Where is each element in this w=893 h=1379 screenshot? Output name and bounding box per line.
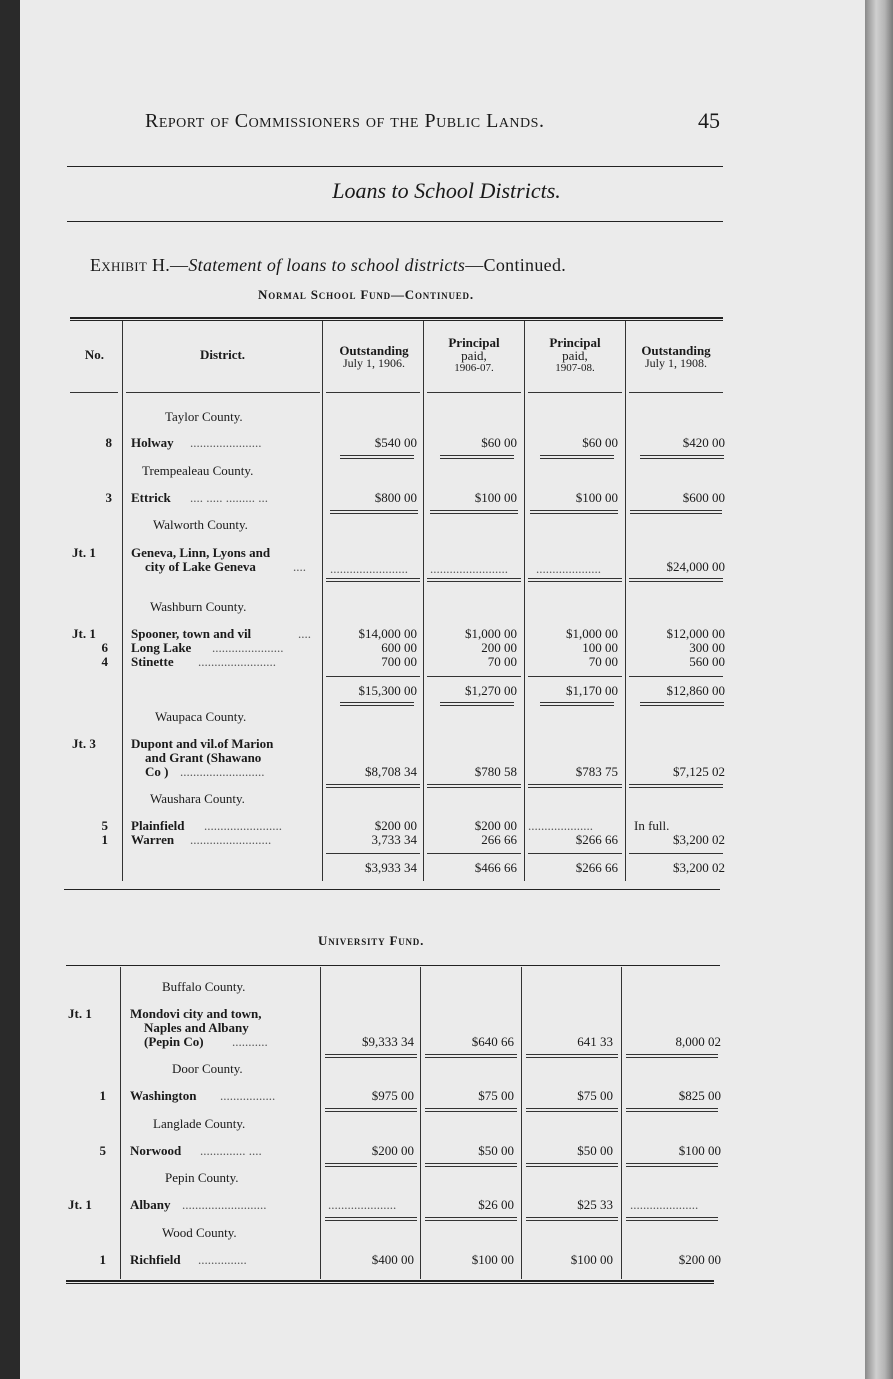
normal-fund-heading: Normal School Fund—Continued. [258, 287, 474, 302]
district-name-cont: city of Lake Geneva [145, 559, 256, 574]
col-divider [521, 967, 522, 1279]
col-header-paid0607: Principal paid, 1906-07. [448, 335, 500, 374]
district-name-cont: and Grant (Shawano [145, 750, 262, 765]
exhibit-prefix: Exhibit H.— [90, 255, 189, 275]
col-header-out1906: Outstanding July 1, 1906. [339, 343, 409, 370]
sum-rule [326, 676, 420, 677]
amount-paid0607: 70 00 [487, 654, 517, 669]
leader-dots: ...................... [212, 640, 284, 655]
amount-out1908: In full. [634, 818, 670, 833]
district-number: Jt. 1 [68, 1006, 92, 1021]
total-out1908: $3,200 02 [673, 860, 725, 875]
double-rule [640, 455, 724, 459]
district-number: Jt. 1 [72, 626, 96, 641]
district-number: 4 [101, 654, 108, 669]
amount-out1908: 8,000 02 [675, 1034, 721, 1049]
district-number: 1 [99, 1088, 106, 1103]
col-divider [625, 321, 626, 881]
district-number: 5 [99, 1143, 106, 1158]
district-number: 6 [101, 640, 108, 655]
total-out1906: $15,300 00 [358, 683, 417, 698]
district-name: Geneva, Linn, Lyons and [131, 545, 271, 560]
amount-paid0708: $75 00 [577, 1088, 613, 1103]
district-name: Plainfield [131, 818, 185, 833]
district-name: Dupont and vil.of Marion [131, 736, 274, 751]
amount-paid0708: $100 00 [575, 490, 618, 505]
county-heading: Washburn County. [150, 599, 247, 614]
double-rule [330, 510, 418, 514]
leader-dots: .... [293, 559, 306, 574]
amount-paid0708: $50 00 [577, 1143, 613, 1158]
leader-dots: ........................ [198, 654, 276, 669]
header-rule [70, 392, 118, 393]
double-rule [526, 1054, 618, 1058]
amount-paid0607: 200 00 [481, 640, 517, 655]
double-rule [425, 1054, 517, 1058]
double-rule [325, 1054, 417, 1058]
amount-paid0708: $1,000 00 [566, 626, 618, 641]
double-rule [427, 578, 521, 582]
double-rule [528, 784, 622, 788]
amount-paid0607: $50 00 [478, 1143, 514, 1158]
county-heading: Wood County. [162, 1225, 237, 1240]
amount-out1906: 3,733 34 [371, 832, 417, 847]
double-rule [425, 1108, 517, 1112]
col-header-out1908: Outstanding July 1, 1908. [641, 343, 711, 370]
district-name-cont: (Pepin Co) [144, 1034, 204, 1049]
amount-out1908: $24,000 00 [666, 559, 725, 574]
district-number: 1 [101, 832, 108, 847]
leader-dots: ..................... [328, 1197, 397, 1212]
total-out1906: $3,933 34 [365, 860, 417, 875]
sum-rule [528, 853, 622, 854]
leader-dots: ......................... [190, 832, 272, 847]
amount-paid0607: $75 00 [478, 1088, 514, 1103]
double-rule [427, 784, 521, 788]
double-rule [325, 1163, 417, 1167]
col-header-no: No. [84, 347, 105, 362]
amount-paid0607: $100 00 [474, 490, 517, 505]
double-rule [626, 1217, 718, 1221]
amount-out1906: 700 00 [381, 654, 417, 669]
amount-out1906: $540 00 [374, 435, 417, 450]
amount-out1906: $975 00 [371, 1088, 414, 1103]
county-heading: Buffalo County. [162, 979, 246, 994]
leader-dots: .................... [536, 561, 601, 576]
header-rule [427, 392, 521, 393]
amount-out1906: $8,708 34 [365, 764, 417, 779]
leader-dots: ........................ [430, 561, 508, 576]
double-rule [430, 510, 518, 514]
col-divider [621, 967, 622, 1279]
amount-paid0607: $200 00 [474, 818, 517, 833]
amount-out1906: $14,000 00 [358, 626, 417, 641]
sum-rule [629, 853, 723, 854]
header-rule [528, 392, 622, 393]
district-number: Jt. 1 [72, 545, 96, 560]
double-rule [425, 1217, 517, 1221]
page-edge [865, 0, 893, 1379]
total-out1908: $12,860 00 [666, 683, 725, 698]
leader-dots: .................... [528, 818, 593, 833]
district-name: Ettrick [131, 490, 171, 505]
amount-paid0708: 70 00 [588, 654, 618, 669]
double-rule [340, 702, 414, 706]
amount-paid0708: 100 00 [582, 640, 618, 655]
table-top-rule [66, 965, 720, 966]
leader-dots: ........................ [204, 818, 282, 833]
double-rule [440, 702, 514, 706]
district-number: 8 [105, 435, 112, 450]
header-rule [629, 392, 723, 393]
county-heading: Trempealeau County. [142, 463, 254, 478]
amount-out1908: $420 00 [682, 435, 725, 450]
amount-paid0708: 641 33 [577, 1034, 613, 1049]
county-heading: Taylor County. [165, 409, 243, 424]
leader-dots: ........................ [330, 561, 408, 576]
col-divider [420, 967, 421, 1279]
double-rule [325, 1217, 417, 1221]
leader-dots: ........... [232, 1034, 268, 1049]
double-rule [526, 1163, 618, 1167]
district-name-cont: Naples and Albany [144, 1020, 249, 1035]
leader-dots: .............. .... [200, 1143, 262, 1158]
county-heading: Waushara County. [150, 791, 245, 806]
leader-dots: .... ..... ......... ... [190, 490, 268, 505]
double-rule [526, 1217, 618, 1221]
col-divider [320, 967, 321, 1279]
leader-dots: .......................... [182, 1197, 267, 1212]
double-rule [626, 1054, 718, 1058]
double-rule [526, 1108, 618, 1112]
district-name: Richfield [130, 1252, 181, 1267]
county-heading: Pepin County. [165, 1170, 239, 1185]
district-number: Jt. 1 [68, 1197, 92, 1212]
amount-out1908: $12,000 00 [666, 626, 725, 641]
double-rule [626, 1163, 718, 1167]
leader-dots: ...................... [190, 435, 262, 450]
double-rule [425, 1163, 517, 1167]
col-divider [122, 321, 123, 881]
exhibit-suffix: —Continued. [465, 255, 567, 275]
amount-out1908: $600 00 [682, 490, 725, 505]
total-paid0708: $266 66 [575, 860, 618, 875]
district-name: Spooner, town and vil [131, 626, 252, 641]
district-name: Long Lake [131, 640, 192, 655]
amount-out1908: 560 00 [689, 654, 725, 669]
amount-out1908: $100 00 [678, 1143, 721, 1158]
double-rule [440, 455, 514, 459]
double-rule [326, 784, 420, 788]
district-number: 1 [99, 1252, 106, 1267]
amount-paid0607: 266 66 [481, 832, 517, 847]
district-name-cont: Co ) [145, 764, 169, 779]
amount-out1908: 300 00 [689, 640, 725, 655]
double-rule [528, 578, 622, 582]
amount-out1908: $825 00 [678, 1088, 721, 1103]
col-divider [524, 321, 525, 881]
col-divider [120, 967, 121, 1279]
amount-paid0708: $783 75 [575, 764, 618, 779]
double-rule [340, 455, 414, 459]
exhibit-statement: Statement of loans to school districts [188, 255, 466, 275]
district-name: Warren [131, 832, 175, 847]
header-rule [126, 392, 320, 393]
amount-out1906: $400 00 [371, 1252, 414, 1267]
double-rule [540, 702, 614, 706]
county-heading: Walworth County. [153, 517, 248, 532]
amount-paid0708: $100 00 [570, 1252, 613, 1267]
title-rule-top [67, 166, 723, 167]
leader-dots: ............... [198, 1252, 247, 1267]
table-bottom-rule [66, 1280, 714, 1284]
amount-out1908: $3,200 02 [673, 832, 725, 847]
district-name: Albany [130, 1197, 171, 1212]
county-heading: Langlade County. [153, 1116, 246, 1131]
table-bottom-rule [64, 889, 720, 890]
university-fund-heading: University Fund. [318, 933, 425, 948]
leader-dots: ................. [220, 1088, 276, 1103]
amount-paid0607: $100 00 [471, 1252, 514, 1267]
district-name: Holway [131, 435, 174, 450]
sum-rule [528, 676, 622, 677]
amount-paid0708: $266 66 [575, 832, 618, 847]
leader-dots: ..................... [630, 1197, 699, 1212]
double-rule [540, 455, 614, 459]
district-name: Norwood [130, 1143, 182, 1158]
district-name: Stinette [131, 654, 174, 669]
total-paid0708: $1,170 00 [566, 683, 618, 698]
county-heading: Door County. [172, 1061, 243, 1076]
header-rule [326, 392, 420, 393]
amount-out1906: 600 00 [381, 640, 417, 655]
leader-dots: .......................... [180, 764, 265, 779]
amount-out1908: $200 00 [678, 1252, 721, 1267]
double-rule [326, 578, 420, 582]
title-rule-bottom [67, 221, 723, 222]
sum-rule [427, 676, 521, 677]
total-paid0607: $466 66 [474, 860, 517, 875]
amount-out1906: $800 00 [374, 490, 417, 505]
amount-out1906: $200 00 [371, 1143, 414, 1158]
page-number: 45 [698, 108, 720, 133]
double-rule [629, 784, 723, 788]
amount-paid0607: $60 00 [481, 435, 517, 450]
col-divider [423, 321, 424, 881]
amount-out1908: $7,125 02 [673, 764, 725, 779]
amount-paid0607: $780 58 [474, 764, 517, 779]
district-number: 5 [101, 818, 108, 833]
county-heading: Waupaca County. [155, 709, 247, 724]
double-rule [629, 578, 723, 582]
district-name: Washington [130, 1088, 197, 1103]
amount-paid0607: $1,000 00 [465, 626, 517, 641]
double-rule [640, 702, 724, 706]
amount-out1906: $200 00 [374, 818, 417, 833]
district-number: 3 [105, 490, 112, 505]
leader-dots: .... [298, 626, 311, 641]
amount-paid0607: $640 66 [471, 1034, 514, 1049]
double-rule [630, 510, 722, 514]
col-header-paid0708: Principal paid, 1907-08. [549, 335, 601, 374]
amount-out1906: $9,333 34 [362, 1034, 414, 1049]
double-rule [626, 1108, 718, 1112]
sum-rule [629, 676, 723, 677]
section-title: Loans to School Districts. [332, 178, 561, 203]
double-rule [530, 510, 618, 514]
amount-paid0708: $25 33 [577, 1197, 613, 1212]
amount-paid0708: $60 00 [582, 435, 618, 450]
sum-rule [427, 853, 521, 854]
double-rule [325, 1108, 417, 1112]
running-head: Report of Commissioners of the Public Lands. [145, 110, 545, 132]
district-name: Mondovi city and town, [130, 1006, 262, 1021]
total-paid0607: $1,270 00 [465, 683, 517, 698]
amount-paid0607: $26 00 [478, 1197, 514, 1212]
exhibit-heading [90, 255, 566, 276]
col-header-district: District. [199, 347, 246, 362]
district-number: Jt. 3 [72, 736, 96, 751]
col-divider [322, 321, 323, 881]
sum-rule [326, 853, 420, 854]
